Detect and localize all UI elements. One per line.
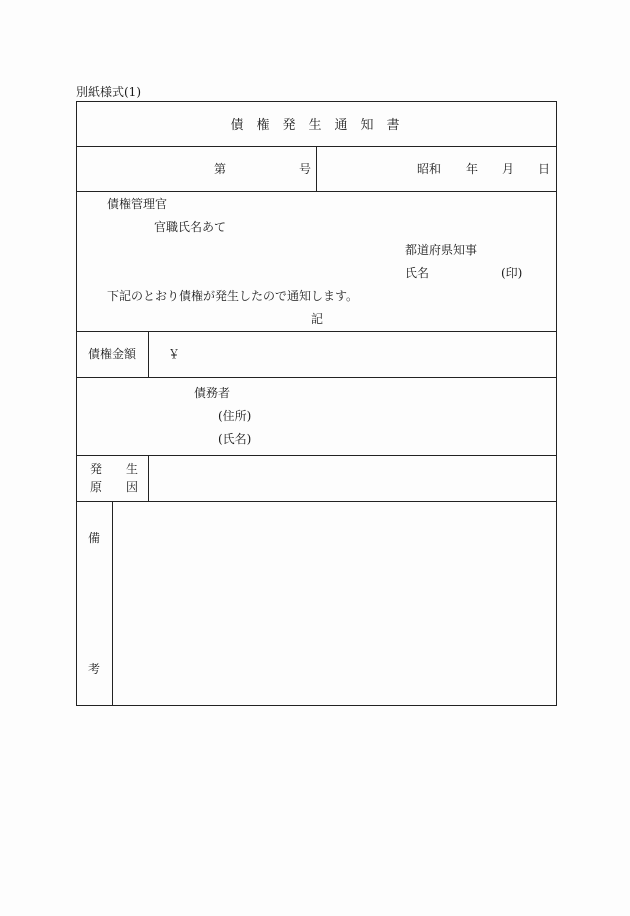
remarks-label-bottom: 考: [88, 662, 101, 676]
debtor-address-label: (住所): [218, 409, 252, 423]
divider: [148, 455, 149, 501]
number-dai: 第: [214, 162, 227, 176]
debtor-name-label: (氏名): [218, 432, 252, 446]
divider: [76, 191, 557, 192]
date-day: 日: [538, 162, 551, 176]
cause-label-line1: 発 生: [90, 462, 139, 476]
ki-label: 記: [311, 312, 324, 326]
form-label: 別紙様式(1): [76, 85, 141, 99]
sender-name-label: 氏名: [405, 266, 430, 280]
date-month: 月: [502, 162, 515, 176]
divider: [76, 377, 557, 378]
date-era: 昭和: [417, 162, 442, 176]
debtor-label: 債務者: [194, 386, 231, 400]
date-year: 年: [466, 162, 479, 176]
divider: [112, 501, 113, 706]
divider: [148, 331, 149, 377]
currency-symbol: ￥: [168, 347, 181, 361]
divider: [76, 501, 557, 502]
cause-label-line2: 原 因: [90, 480, 139, 494]
form-title: 債 権 発 生 通 知 書: [230, 118, 400, 133]
body-text: 下記のとおり債権が発生したので通知します。: [107, 289, 359, 303]
amount-label: 債権金額: [88, 347, 137, 361]
remarks-label-top: 備: [88, 531, 101, 545]
sender-title: 都道府県知事: [405, 243, 478, 257]
officer-label: 債権管理官: [107, 197, 168, 211]
recipient-label: 官職氏名あて: [154, 220, 227, 234]
seal-mark: (印): [501, 266, 523, 280]
divider: [316, 146, 317, 191]
number-go: 号: [299, 162, 312, 176]
